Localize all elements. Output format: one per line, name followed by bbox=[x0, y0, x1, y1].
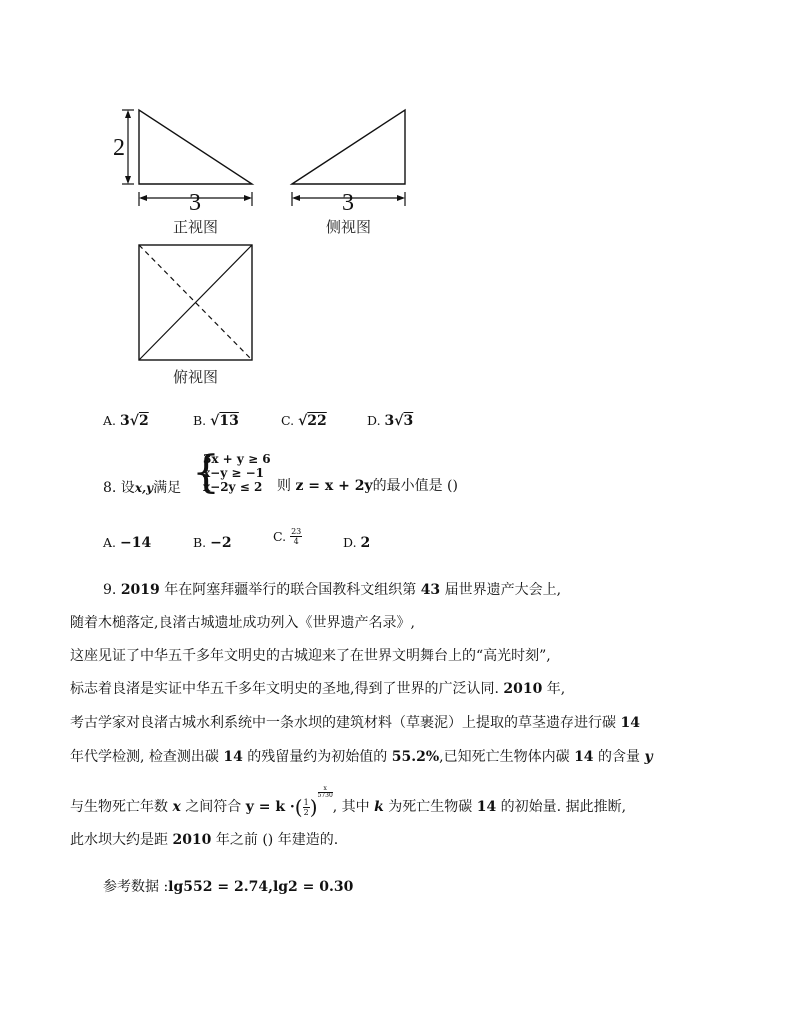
q8-constraint-1: 3x + y ≥ 6 bbox=[203, 452, 271, 466]
q9-line-5: 考古学家对良渚古城水利系统中一条水坝的建筑材料（草裹泥）上提取的草茎遗存进行碳 14 bbox=[70, 715, 640, 731]
q7-option-b: B. √13 bbox=[193, 413, 239, 429]
q8-option-c: C. $\frac{23}{4}$ bbox=[273, 527, 302, 546]
side-width-label: 3 bbox=[342, 190, 354, 216]
top-view-caption: 俯视图 bbox=[173, 368, 219, 386]
q9-line-7: 与生物死亡年数 x 之间符合 y = k ·( $\frac{1}{2}$ ) $\frac{x}{5730}$ , 其中 k 为死亡生物碳 14 的初始量. 据此推断, bbox=[70, 785, 627, 819]
q9-line-8: 此水坝大约是距 2010 年之前 () 年建造的. bbox=[70, 832, 339, 848]
q9-line-4: 标志着良渚是实证中华五千多年文明史的圣地,得到了世界的广泛认同. 2010 年, bbox=[70, 681, 566, 697]
q8-stem-suffix: 则 z = x + 2y的最小值是 () bbox=[277, 478, 458, 494]
three-view-diagram bbox=[0, 0, 794, 400]
q9-line-3: 这座见证了中华五千多年文明史的古城迎来了在世界文明舞台上的“高光时刻”, bbox=[70, 648, 551, 664]
q8-constraint-2: x−y ≥ −1 bbox=[203, 466, 264, 480]
q9-line-2: 随着木槌落定,良渚古城遗址成功列入《世界遗产名录》, bbox=[70, 615, 415, 631]
side-view-triangle bbox=[292, 110, 405, 184]
q7-option-c: C. √22 bbox=[281, 413, 327, 429]
q8-option-b: B. −2 bbox=[193, 535, 232, 551]
q8-brace: { bbox=[192, 447, 220, 498]
q9-line-1: 9. 2019 年在阿塞拜疆举行的联合国教科文组织第 43 届世界遗产大会上, bbox=[103, 582, 562, 598]
q8-option-a: A. −14 bbox=[103, 535, 152, 551]
height-label: 2 bbox=[113, 135, 125, 161]
front-view-caption: 正视图 bbox=[173, 218, 219, 236]
q9-reference-data: 参考数据 :lg552 = 2.74,lg2 = 0.30 bbox=[103, 879, 354, 895]
q9-formula: y = k · bbox=[245, 799, 295, 815]
q8-constraints bbox=[203, 452, 271, 494]
q7-option-d: D. 3√3 bbox=[367, 413, 414, 429]
q7-option-a: A. 3√2 bbox=[103, 413, 149, 429]
q8-option-d: D. 2 bbox=[343, 535, 371, 551]
q8-stem-prefix: 8. 设x,y满足 bbox=[103, 480, 182, 496]
front-width-label: 3 bbox=[189, 190, 201, 216]
front-view-triangle bbox=[139, 110, 252, 184]
q8-constraint-3: x−2y ≤ 2 bbox=[203, 480, 263, 494]
q9-line-6: 年代学检测, 检查测出碳 14 的残留量约为初始值的 55.2%,已知死亡生物体内碳 14 的含量 y bbox=[70, 749, 653, 765]
side-view-caption: 侧视图 bbox=[326, 218, 372, 236]
